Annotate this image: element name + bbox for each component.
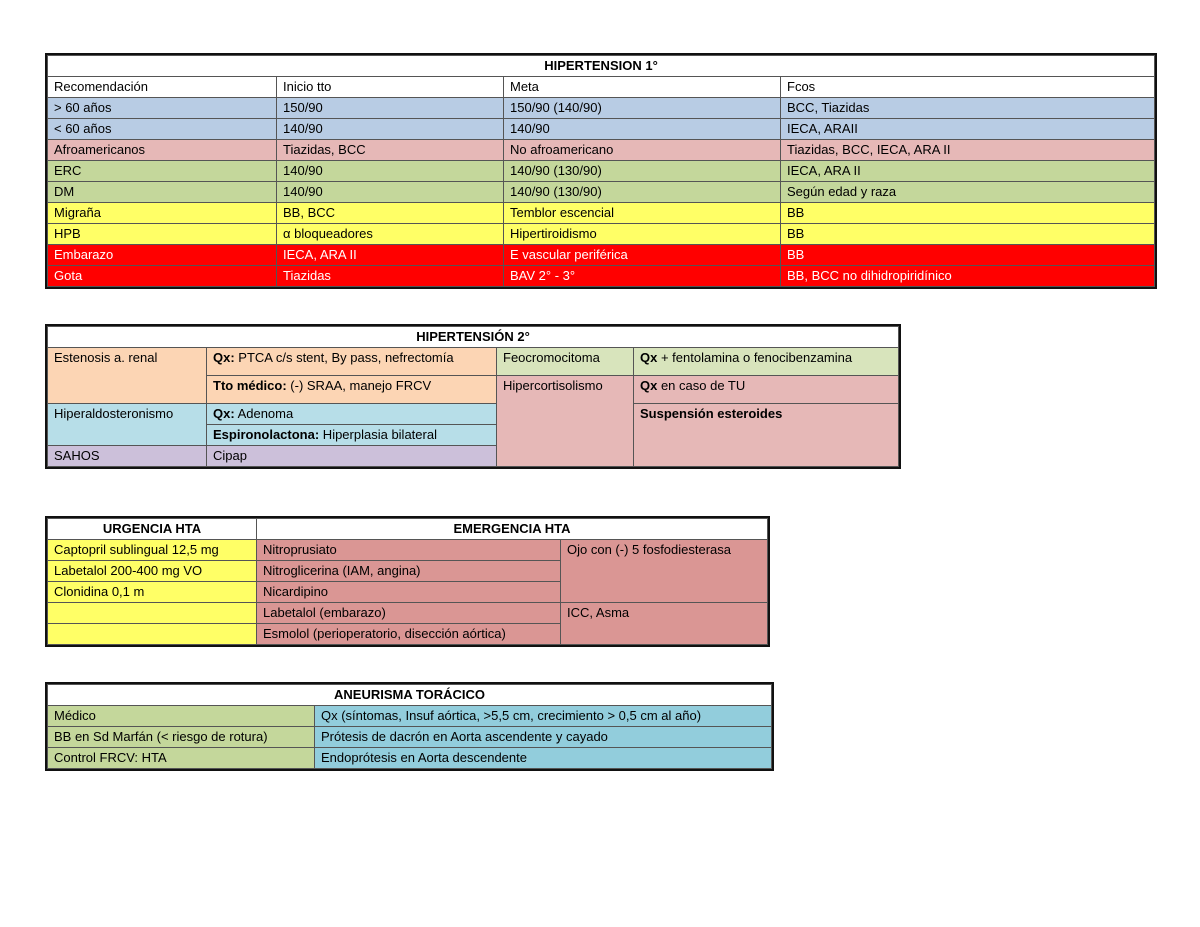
- aneurisma-right-item: Endoprótesis en Aorta descendente: [315, 748, 772, 769]
- bold-label: Qx:: [213, 406, 235, 421]
- column-header: Meta: [504, 77, 781, 98]
- hipercortisolismo-qx-cell: [634, 376, 899, 404]
- table-cell: No afroamericano: [504, 140, 781, 161]
- table-cell: Gota: [48, 266, 277, 287]
- table-cell: IECA, ARAII: [781, 119, 1155, 140]
- table-cell: Temblor escencial: [504, 203, 781, 224]
- bold-label: Espironolactona:: [213, 427, 320, 442]
- suspension-esteroides-cell: Suspensión esteroides: [634, 404, 899, 467]
- emergencia-item: Nitroprusiato: [257, 540, 561, 561]
- table-row: [48, 266, 1155, 287]
- hipertension-2-table: [47, 326, 899, 467]
- cell-text: (-) SRAA, manejo FRCV: [286, 378, 432, 393]
- table-cell: BCC, Tiazidas: [781, 98, 1155, 119]
- column-header: Inicio tto: [277, 77, 504, 98]
- aneurisma-left-item: Médico: [48, 706, 315, 727]
- table-cell: 140/90 (130/90): [504, 182, 781, 203]
- urgencia-item: [48, 603, 257, 624]
- espironolactona-cell: [207, 425, 497, 446]
- urgencia-item: Captopril sublingual 12,5 mg: [48, 540, 257, 561]
- table-row: [48, 161, 1155, 182]
- table-cell: 140/90: [504, 119, 781, 140]
- urgencia-item: Clonidina 0,1 m: [48, 582, 257, 603]
- table-row: [48, 140, 1155, 161]
- table-row: [48, 182, 1155, 203]
- table-row: [48, 540, 768, 561]
- table-cell: Según edad y raza: [781, 182, 1155, 203]
- table-row: [48, 404, 899, 425]
- table-cell: BB, BCC: [277, 203, 504, 224]
- sahos-label: SAHOS: [48, 446, 207, 467]
- table-cell: > 60 años: [48, 98, 277, 119]
- column-header: Recomendación: [48, 77, 277, 98]
- emergencia-note: Ojo con (-) 5 fosfodiesterasa: [561, 540, 768, 603]
- hipercortisolismo-label: Hipercortisolismo: [497, 376, 634, 467]
- cell-text: Hiperplasia bilateral: [319, 427, 437, 442]
- table-cell: BB, BCC no dihidropiridínico: [781, 266, 1155, 287]
- cipap-cell: Cipap: [207, 446, 497, 467]
- emergencia-title: EMERGENCIA HTA: [257, 519, 768, 540]
- table-cell: BB: [781, 203, 1155, 224]
- table-cell: E vascular periférica: [504, 245, 781, 266]
- table-row: [48, 119, 1155, 140]
- hiperaldosteronismo-label: Hiperaldosteronismo: [48, 404, 207, 446]
- hipertension-1-table: [47, 55, 1155, 287]
- table-cell: Tiazidas, BCC: [277, 140, 504, 161]
- table-cell: 140/90: [277, 119, 504, 140]
- hiperaldosteronismo-qx-cell: [207, 404, 497, 425]
- urgencia-emergencia-table: [47, 518, 768, 645]
- cell-text: + fentolamina o fenocibenzamina: [657, 350, 853, 365]
- urgencia-item: [48, 624, 257, 645]
- aneurisma-left-item: BB en Sd Marfán (< riesgo de rotura): [48, 727, 315, 748]
- table-cell: 150/90 (140/90): [504, 98, 781, 119]
- table-cell: Hipertiroidismo: [504, 224, 781, 245]
- table-cell: 140/90 (130/90): [504, 161, 781, 182]
- column-header: Fcos: [781, 77, 1155, 98]
- feocromocitoma-qx-cell: [634, 348, 899, 376]
- table-row: [48, 748, 772, 769]
- cell-text: PTCA c/s stent, By pass, nefrectomía: [234, 350, 454, 365]
- table-cell: BB: [781, 245, 1155, 266]
- table-cell: BAV 2° - 3°: [504, 266, 781, 287]
- table-cell: Embarazo: [48, 245, 277, 266]
- estenosis-qx-cell: [207, 348, 497, 376]
- emergencia-note: ICC, Asma: [561, 603, 768, 645]
- table-cell: 140/90: [277, 161, 504, 182]
- table-cell: Migraña: [48, 203, 277, 224]
- urgencia-item: Labetalol 200-400 mg VO: [48, 561, 257, 582]
- emergencia-item: Nicardipino: [257, 582, 561, 603]
- table-row: [48, 706, 772, 727]
- table-cell: α bloqueadores: [277, 224, 504, 245]
- table-cell: Tiazidas, BCC, IECA, ARA II: [781, 140, 1155, 161]
- estenosis-renal-label: Estenosis a. renal: [48, 348, 207, 404]
- table-cell: IECA, ARA II: [781, 161, 1155, 182]
- table-row: [48, 224, 1155, 245]
- aneurisma-title: ANEURISMA TORÁCICO: [48, 685, 772, 706]
- table-row: [48, 98, 1155, 119]
- cell-text: Adenoma: [234, 406, 294, 421]
- bold-label: Qx:: [213, 350, 235, 365]
- table-cell: HPB: [48, 224, 277, 245]
- hipertension-2-title: HIPERTENSIÓN 2°: [48, 327, 899, 348]
- table-header-row: [48, 77, 1155, 98]
- table-cell: < 60 años: [48, 119, 277, 140]
- table-cell: Tiazidas: [277, 266, 504, 287]
- table-row: [48, 245, 1155, 266]
- table-cell: ERC: [48, 161, 277, 182]
- table-cell: 140/90: [277, 182, 504, 203]
- aneurisma-right-item: Prótesis de dacrón en Aorta ascendente y cayado: [315, 727, 772, 748]
- table-row: [48, 348, 899, 376]
- hipertension-1-title: HIPERTENSION 1°: [48, 56, 1155, 77]
- bold-label: Tto médico:: [213, 378, 287, 393]
- aneurisma-left-item: Control FRCV: HTA: [48, 748, 315, 769]
- aneurisma-right-item: Qx (síntomas, Insuf aórtica, >5,5 cm, crecimiento > 0,5 cm al año): [315, 706, 772, 727]
- bold-label: Qx: [640, 378, 658, 393]
- table-row: [48, 203, 1155, 224]
- aneurisma-toracico-table: [47, 684, 772, 769]
- table-row: [48, 727, 772, 748]
- table-cell: DM: [48, 182, 277, 203]
- feocromocitoma-label: Feocromocitoma: [497, 348, 634, 376]
- cell-text: en caso de TU: [657, 378, 746, 393]
- bold-label: Qx: [640, 350, 658, 365]
- table-cell: Afroamericanos: [48, 140, 277, 161]
- emergencia-item: Esmolol (perioperatorio, disección aórtica): [257, 624, 561, 645]
- urgencia-title: URGENCIA HTA: [48, 519, 257, 540]
- table-cell: BB: [781, 224, 1155, 245]
- tto-medico-cell: [207, 376, 497, 404]
- table-cell: 150/90: [277, 98, 504, 119]
- table-cell: IECA, ARA II: [277, 245, 504, 266]
- emergencia-item: Nitroglicerina (IAM, angina): [257, 561, 561, 582]
- emergencia-item: Labetalol (embarazo): [257, 603, 561, 624]
- table-row: [48, 603, 768, 624]
